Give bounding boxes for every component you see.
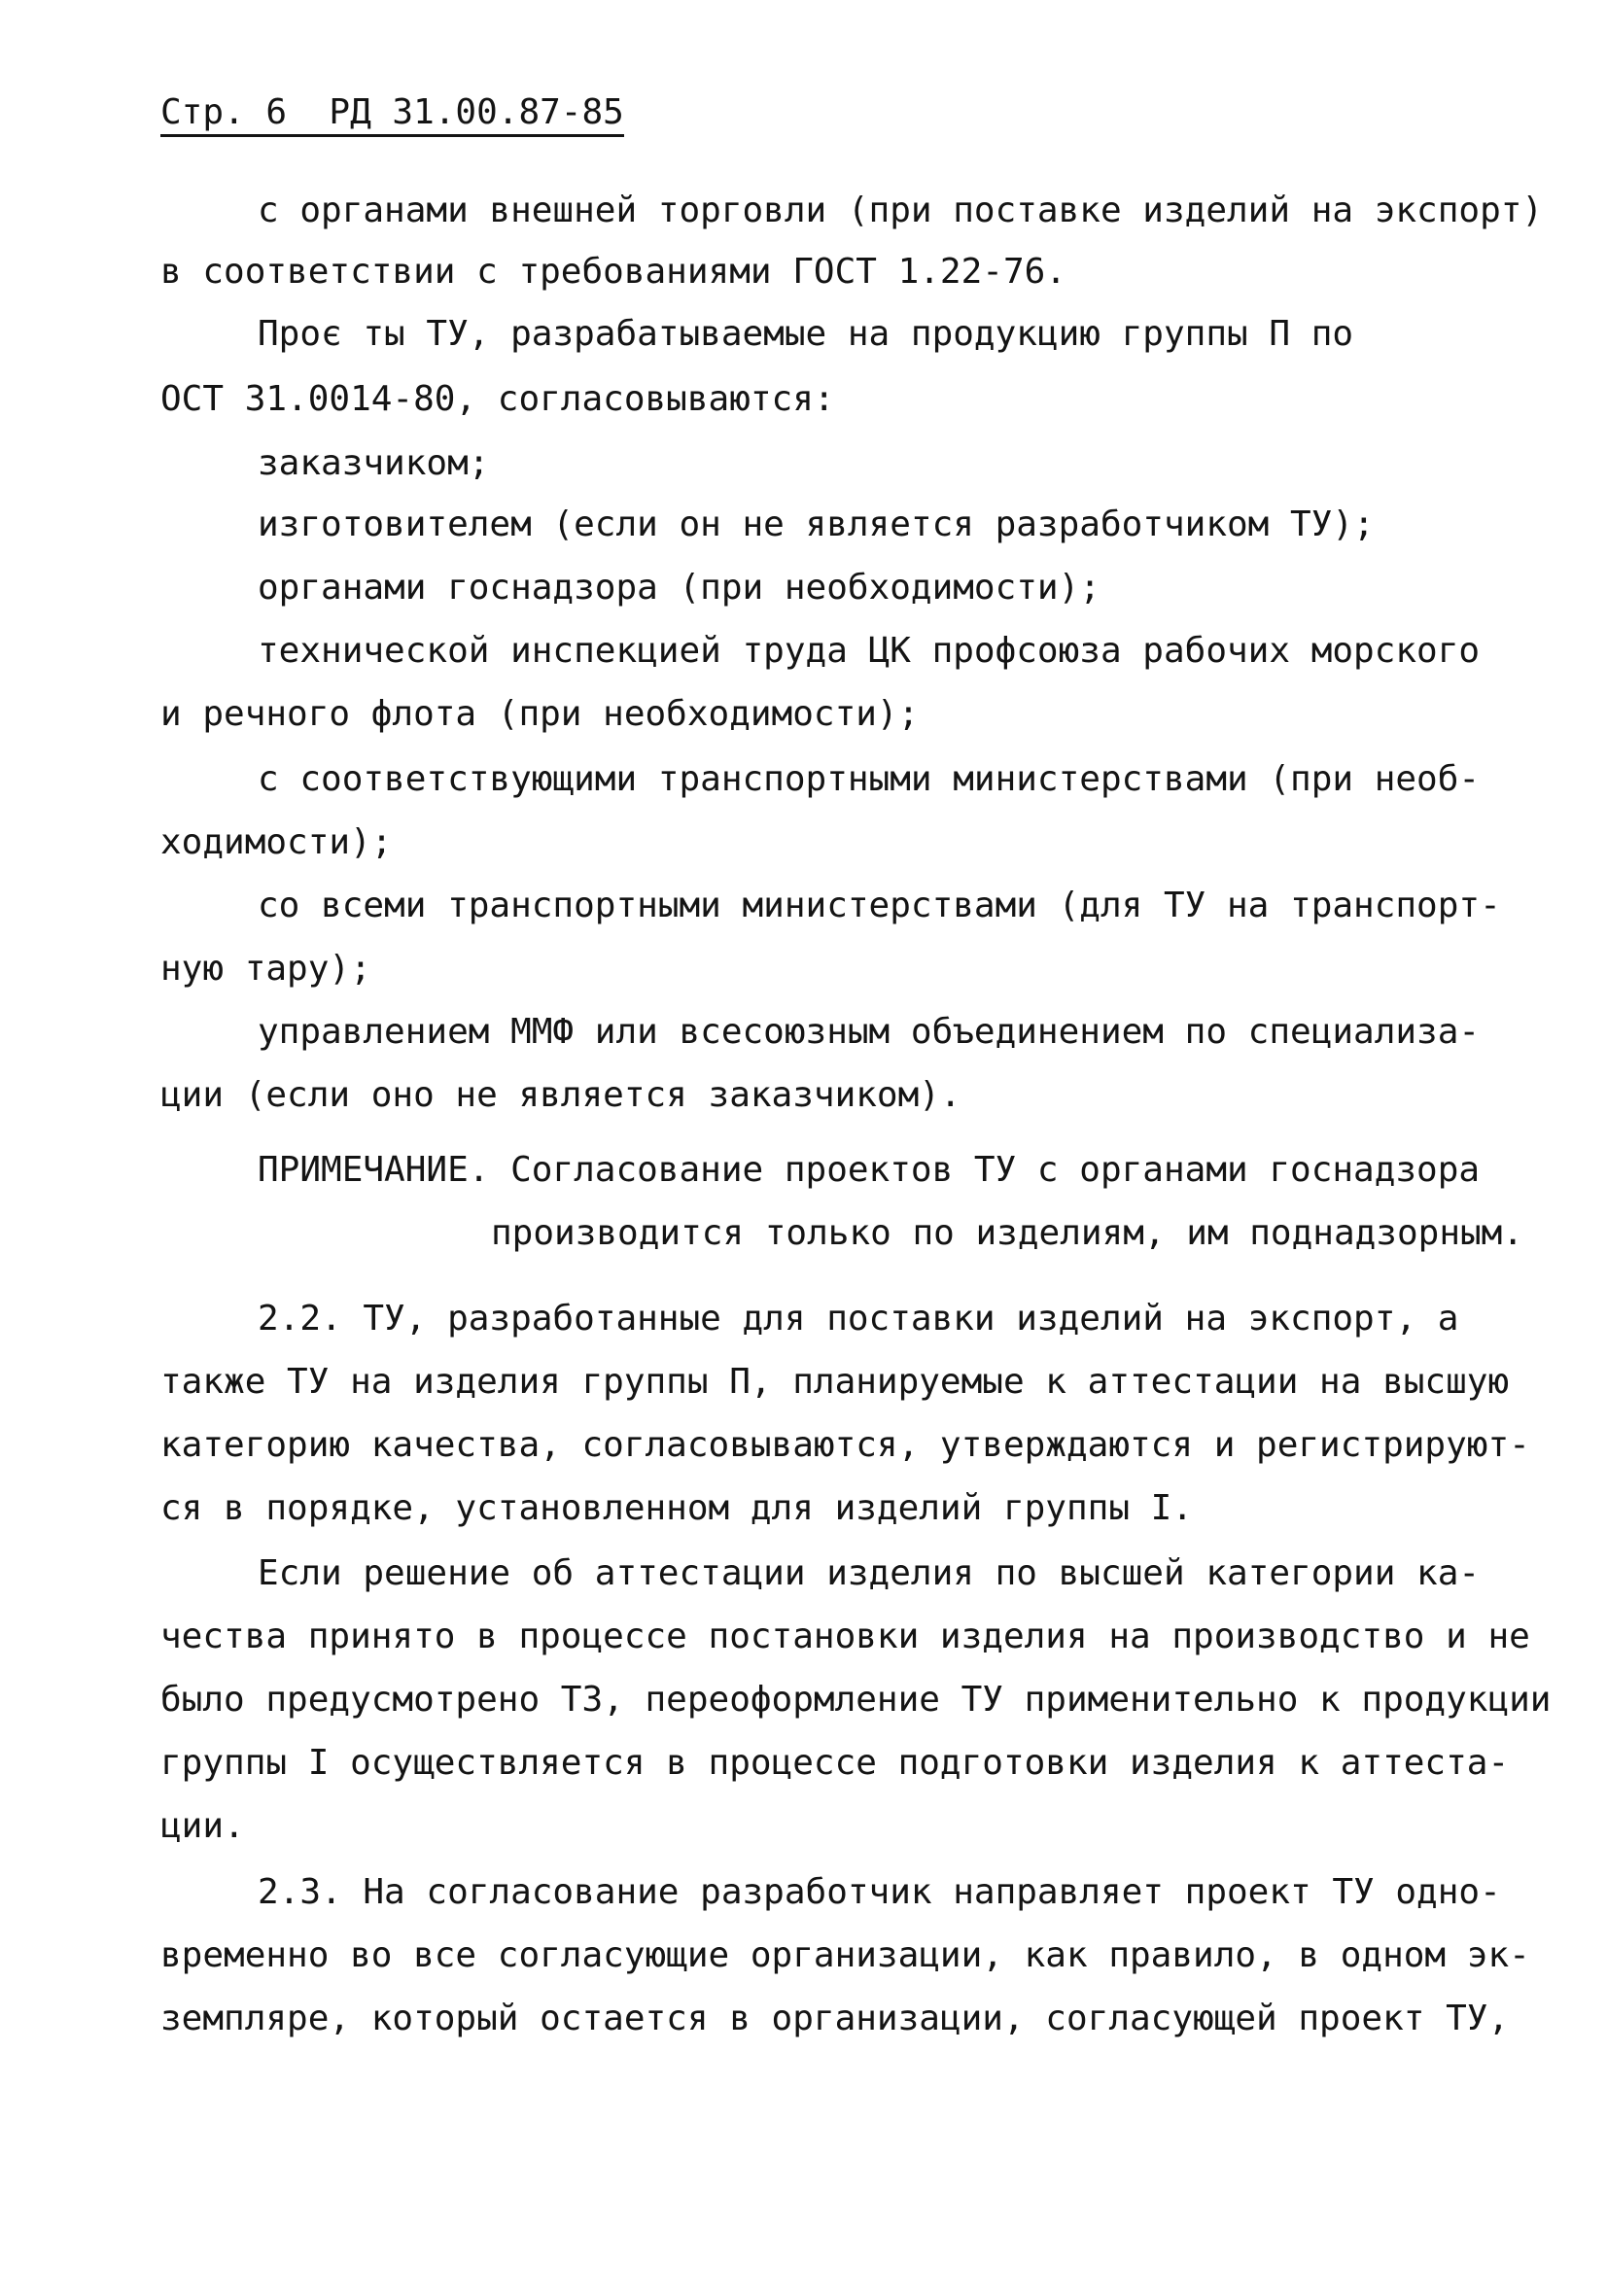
text-line: органами госнадзора (при необходимости); — [258, 568, 1100, 608]
text-line: ции. — [160, 1806, 245, 1846]
text-line: ции (если оно не является заказчиком). — [160, 1075, 961, 1115]
text-line: 2.3. На согласование разработчик направляет проект ТУ одно- — [258, 1872, 1501, 1912]
text-line: управлением ММФ или всесоюзным объединением по специализа- — [258, 1012, 1481, 1052]
note-line: производится только по изделиям, им поднадзорным. — [491, 1213, 1524, 1253]
text-line: изготовителем (если он не является разработчиком ТУ); — [258, 504, 1375, 544]
text-line: и речного флота (при необходимости); — [160, 694, 920, 734]
text-line: с соответствующими транспортными министерствами (при необ- — [258, 759, 1481, 799]
text-line: Проє ты ТУ, разрабатываемые на продукцию группы П по — [258, 314, 1354, 354]
text-line: группы I осуществляется в процессе подготовки изделия к аттеста- — [160, 1743, 1510, 1783]
text-line: земпляре, который остается в организации, согласующей проект ТУ, — [160, 1999, 1510, 2038]
text-line: 2.2. ТУ, разработанные для поставки изделий на экспорт, а — [258, 1299, 1459, 1339]
text-line: ходимости); — [160, 822, 393, 862]
text-line: категорию качества, согласовываются, утверждаются и регистрируют- — [160, 1425, 1530, 1465]
text-line: заказчиком; — [258, 443, 490, 483]
text-line: Если решение об аттестации изделия по высшей категории ка- — [258, 1553, 1481, 1593]
page-header: Стр. 6 РД 31.00.87-85 — [160, 93, 624, 137]
text-line: чества принято в процессе постановки изделия на производство и не — [160, 1617, 1530, 1656]
text-line: технической инспекцией труда ЦК профсоюза рабочих морского — [258, 631, 1481, 671]
text-line: также ТУ на изделия группы П, планируемые к аттестации на высшую — [160, 1362, 1510, 1402]
text-line: в соответствии с требованиями ГОСТ 1.22-76. — [160, 252, 1066, 292]
text-line: временно во все согласующие организации, как правило, в одном эк- — [160, 1935, 1530, 1975]
text-line: со всеми транспортными министерствами (для ТУ на транспорт- — [258, 886, 1501, 925]
note-line: ПРИМЕЧАНИЕ. Согласование проектов ТУ с органами госнадзора — [258, 1150, 1481, 1190]
text-line: ОСТ 31.0014-80, согласовываются: — [160, 379, 835, 419]
text-line: ся в порядке, установленном для изделий группы I. — [160, 1488, 1194, 1528]
text-line: с органами внешней торговли (при поставке изделий на экспорт) — [258, 191, 1544, 230]
text-line: было предусмотрено ТЗ, переоформление ТУ применительно к продукции — [160, 1680, 1552, 1720]
text-line: ную тару); — [160, 949, 371, 989]
